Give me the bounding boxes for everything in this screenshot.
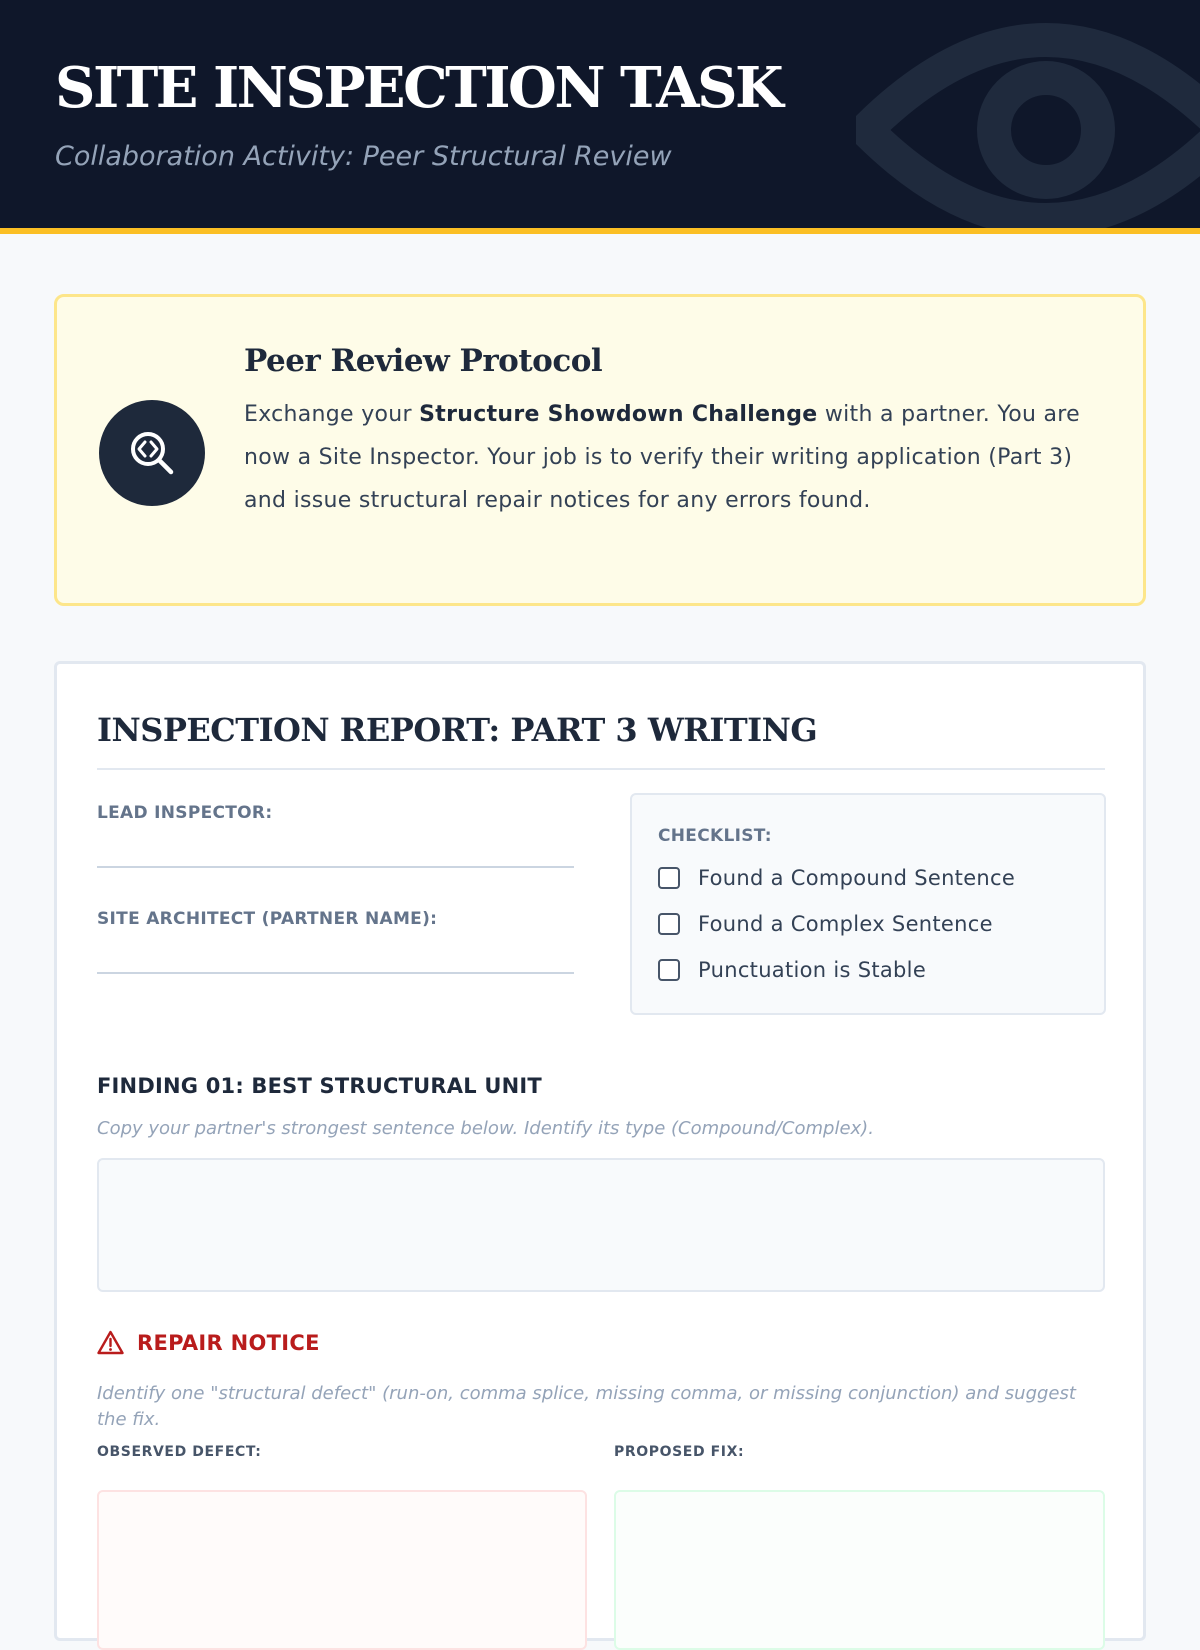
inspection-report-card [54, 661, 1146, 1641]
repair-notice-heading [97, 1330, 320, 1355]
checkbox[interactable] [658, 959, 680, 981]
finding-title: FINDING 01: BEST STRUCTURAL UNIT [97, 1074, 542, 1098]
lead-inspector-label: LEAD INSPECTOR: [97, 803, 273, 823]
observed-defect-label: OBSERVED DEFECT: [97, 1444, 262, 1460]
repair-hint: Identify one "structural defect" (run-on, comma splice, missing comma, or missing conjunction) and suggest the fix. [97, 1383, 1076, 1430]
protocol-callout [54, 294, 1146, 606]
protocol-title: Peer Review Protocol [244, 343, 603, 379]
checklist-item-label: Found a Complex Sentence [698, 912, 993, 936]
proposed-fix-label: PROPOSED FIX: [614, 1444, 745, 1460]
protocol-text-end: with a partner. You are now a Site Inspector. Your job is to verify their writing application (Part 3) and issue structural repair notices for any errors found. [244, 402, 1080, 513]
checklist-item-label: Punctuation is Stable [698, 958, 927, 982]
report-title: INSPECTION REPORT: PART 3 WRITING [97, 710, 1105, 770]
lead-inspector-field[interactable] [97, 836, 574, 868]
checklist-panel [630, 793, 1106, 1015]
warning-triangle-icon [97, 1330, 124, 1355]
repair-notice-title: REPAIR NOTICE [137, 1330, 320, 1355]
observed-defect-field[interactable] [97, 1490, 587, 1650]
checkbox[interactable] [658, 867, 680, 889]
protocol-description [244, 393, 1084, 522]
protocol-text-bold: Structure Showdown Challenge [419, 402, 818, 427]
checklist-item-complex[interactable] [658, 912, 993, 936]
site-architect-field[interactable] [97, 942, 574, 974]
checklist-item-label: Found a Compound Sentence [698, 866, 1016, 890]
page-header [0, 0, 1200, 234]
checklist-item-compound[interactable] [658, 866, 1015, 890]
proposed-fix-field[interactable] [614, 1490, 1105, 1650]
finding-text-area[interactable] [97, 1158, 1105, 1292]
eye-icon [856, 0, 1200, 234]
magnifier-code-icon [99, 400, 205, 506]
protocol-text-start: Exchange your [244, 402, 420, 427]
finding-hint: Copy your partner's strongest sentence below. Identify its type (Compound/Complex). [97, 1118, 874, 1139]
page-title: SITE INSPECTION TASK [55, 55, 782, 121]
page-subtitle: Collaboration Activity: Peer Structural Review [55, 141, 672, 172]
checkbox[interactable] [658, 913, 680, 935]
checklist-label: CHECKLIST: [658, 826, 772, 846]
site-architect-label: SITE ARCHITECT (PARTNER NAME): [97, 909, 438, 929]
checklist-item-punctuation[interactable] [658, 958, 926, 982]
